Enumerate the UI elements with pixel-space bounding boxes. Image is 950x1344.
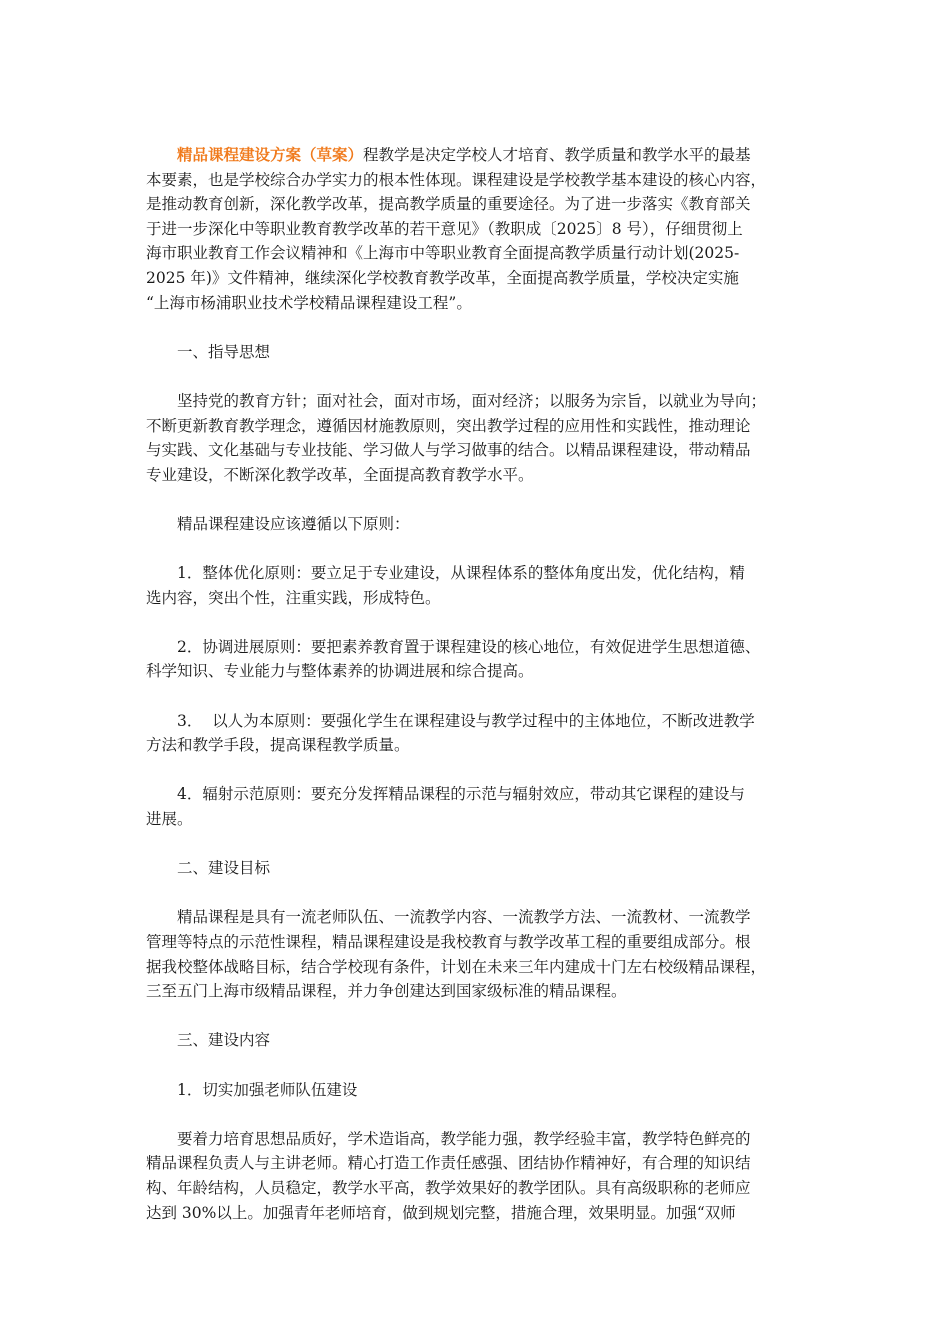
paragraph-line: 进展。 — [146, 810, 193, 829]
intro-line: 于进一步深化中等职业教育教学改革的若干意见》（教职成〔2025〕8 号），仔细贯彻上 — [146, 219, 743, 238]
paragraph-line: 与实践、文化基础与专业技能、学习做人与学习做事的结合。以精品课程建设，带动精品 — [146, 441, 751, 460]
paragraph-line: 1．整体优化原则：要立足于专业建设，从课程体系的整体角度出发，优化结构，精 — [177, 564, 745, 583]
paragraph-line: 据我校整体战略目标，结合学校现有条件，计划在未来三年内建成十门左右校级精品课程， — [146, 957, 767, 976]
principles-intro: 精品课程建设应该遵循以下原则： — [177, 514, 410, 533]
guiding-ideology-paragraph — [146, 389, 806, 487]
intro-line: 海市职业教育工作会议精神和《上海市中等职业教育全面提高教学质量行动计划(2025- — [146, 244, 740, 263]
section-heading-goals: 二、建设目标 — [177, 859, 271, 878]
paragraph-line: 2．协调进展原则：要把素养教育置于课程建设的核心地位，有效促进学生思想道德、 — [177, 637, 761, 656]
paragraph-line: 不断更新教育教学理念，遵循因材施教原则，突出教学过程的应用性和实践性，推动理论 — [146, 416, 751, 435]
paragraph-line: 4．辐射示范原则：要充分发挥精品课程的示范与辐射效应，带动其它课程的建设与 — [177, 785, 745, 804]
section-heading-guiding-ideology: 一、指导思想 — [177, 342, 271, 361]
paragraph-line: 达到 30%以上。加强青年老师培育，做到规划完整，措施合理，效果明显。加强“双师 — [146, 1203, 736, 1222]
document-title: 精品课程建设方案（草案） — [177, 145, 364, 164]
intro-line: 程教学是决定学校人才培育、教学质量和教学水平的最基 — [363, 146, 751, 164]
paragraph-line: 科学知识、专业能力与整体素养的协调进展和综合提高。 — [146, 662, 534, 681]
subsection-heading: 1．切实加强老师队伍建设 — [177, 1080, 358, 1099]
principle-item — [146, 782, 806, 831]
paragraph-line: 选内容，突出个性，注重实践，形成特色。 — [146, 588, 441, 607]
principle-item — [146, 709, 806, 758]
section-heading-content: 三、建设内容 — [177, 1031, 271, 1050]
intro-line: 是推动教育创新，深化教学改革，提高教学质量的重要途径。为了进一步落实《教育部关 — [146, 195, 751, 214]
paragraph-line: 3． 以人为本原则：要强化学生在课程建设与教学过程中的主体地位，不断改进教学 — [177, 711, 755, 730]
paragraph-line: 要着力培育思想品质好，学术造诣高，教学能力强，教学经验丰富，教学特色鲜亮的 — [177, 1129, 751, 1148]
paragraph-line: 坚持党的教育方针；面对社会，面对市场，面对经济；以服务为宗旨，以就业为导向； — [177, 391, 767, 410]
goals-paragraph — [146, 905, 806, 1003]
paragraph-line: 精品课程负责人与主讲老师。精心打造工作责任感强、团结协作精神好，有合理的知识结 — [146, 1154, 751, 1173]
paragraph-line: 专业建设，不断深化教学改革，全面提高教育教学水平。 — [146, 465, 534, 484]
document-body — [146, 143, 806, 1225]
principle-item — [146, 561, 806, 610]
intro-line: “上海市杨浦职业技术学校精品课程建设工程”。 — [146, 293, 472, 312]
intro-line: 本要素，也是学校综合办学实力的根本性体现。课程建设是学校教学基本建设的核心内容， — [146, 170, 767, 189]
paragraph-line: 精品课程是具有一流老师队伍、一流教学内容、一流教学方法、一流教材、一流教学 — [177, 908, 751, 927]
paragraph-line: 方法和教学手段，提高课程教学质量。 — [146, 736, 410, 755]
intro-paragraph — [146, 143, 806, 315]
teacher-team-paragraph — [146, 1127, 806, 1225]
paragraph-line: 三至五门上海市级精品课程，并力争创建达到国家级标准的精品课程。 — [146, 982, 627, 1001]
paragraph-line: 管理等特点的示范性课程，精品课程建设是我校教育与教学改革工程的重要组成部分。根 — [146, 933, 751, 951]
paragraph-line: 构、年龄结构，人员稳定，教学水平高，教学效果好的教学团队。具有高级职称的老师应 — [146, 1178, 751, 1197]
intro-line: 2025 年)》文件精神，继续深化学校教育教学改革，全面提高教学质量，学校决定实施 — [146, 268, 739, 287]
principle-item — [146, 635, 806, 684]
